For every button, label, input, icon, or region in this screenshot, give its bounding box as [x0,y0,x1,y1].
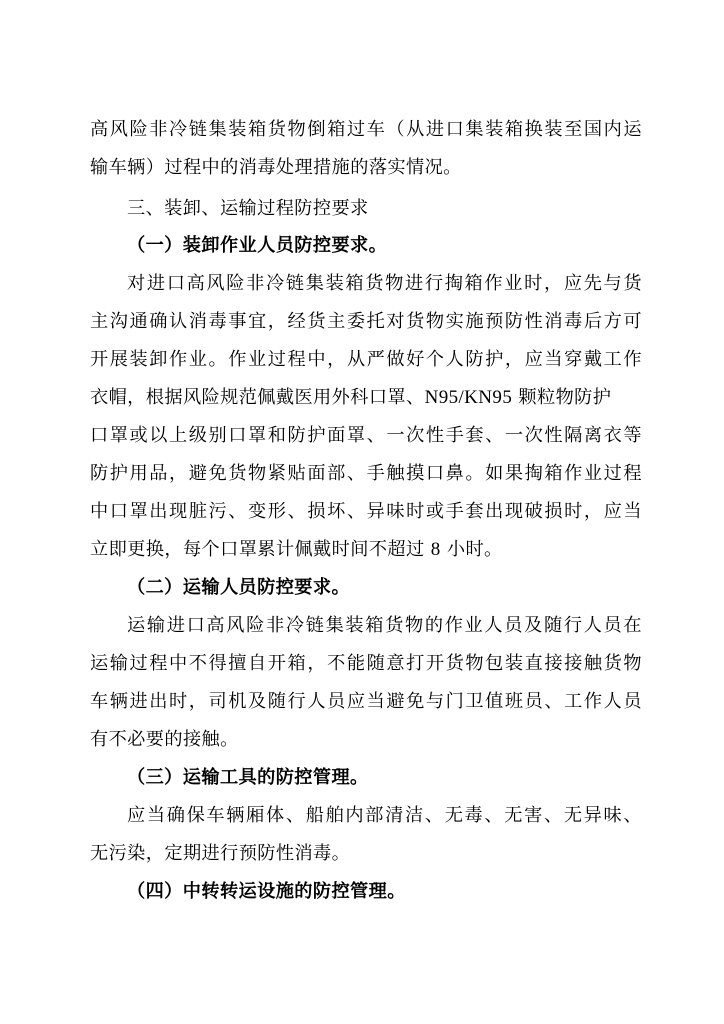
subsection-heading: （四）中转转运设施的防控管理。 [127,881,406,902]
paragraph-line: 对进口高风险非冷链集装箱货物进行掏箱作业时，应先与货 [127,273,642,294]
paragraph-line: 车辆进出时，司机及随行人员应当避免与门卫值班员、工作人员 [90,691,642,712]
section-title: 三、装卸、运输过程防控要求 [127,198,369,219]
paragraph-line: 口罩或以上级别口罩和防护面罩、一次性手套、一次性隔离衣等 [90,425,642,446]
hours-number: 8 [430,539,441,560]
mask-standard-code: N95/KN95 [424,387,513,408]
line-text: 小时。 [440,539,503,560]
subsection-heading: （一）装卸作业人员防控要求。 [127,235,388,256]
paragraph-line: 中口罩出现脏污、变形、损坏、异味时或手套出现破损时，应当 [90,501,642,522]
paragraph-line: 有不必要的接触。 [90,729,239,750]
paragraph-line: 运输过程中不得擅自开箱，不能随意打开货物包装直接接触货物 [90,653,642,674]
paragraph-line: 运输进口高风险非冷链集装箱货物的作业人员及随行人员在 [127,615,642,636]
paragraph-line: 输车辆）过程中的消毒处理措施的落实情况。 [90,157,462,178]
paragraph-line: 高风险非冷链集装箱货物倒箱过车（从进口集装箱换装至国内运 [90,119,642,140]
paragraph-line [90,384,642,412]
line-text: 立即更换，每个口罩累计佩戴时间不超过 [90,539,431,560]
paragraph-line: 开展装卸作业。作业过程中，从严做好个人防护，应当穿戴工作 [90,349,642,370]
paragraph-line: 无污染，定期进行预防性消毒。 [90,843,351,864]
paragraph-line: 主沟通确认消毒事宜，经货主委托对货物实施预防性消毒后方可 [90,311,642,332]
paragraph-line: 防护用品，避免货物紧贴面部、手触摸口鼻。如果掏箱作业过程 [90,463,642,484]
paragraph-line [90,536,642,564]
subsection-heading: （三）运输工具的防控管理。 [127,767,369,788]
line-text: 衣帽，根据风险规范佩戴医用外科口罩、 [90,387,425,408]
paragraph-line: 应当确保车辆厢体、船舶内部清洁、无毒、无害、无异味、 [127,805,642,826]
line-text: 颗粒物防护 [512,387,612,408]
subsection-heading: （二）运输人员防控要求。 [127,577,351,598]
